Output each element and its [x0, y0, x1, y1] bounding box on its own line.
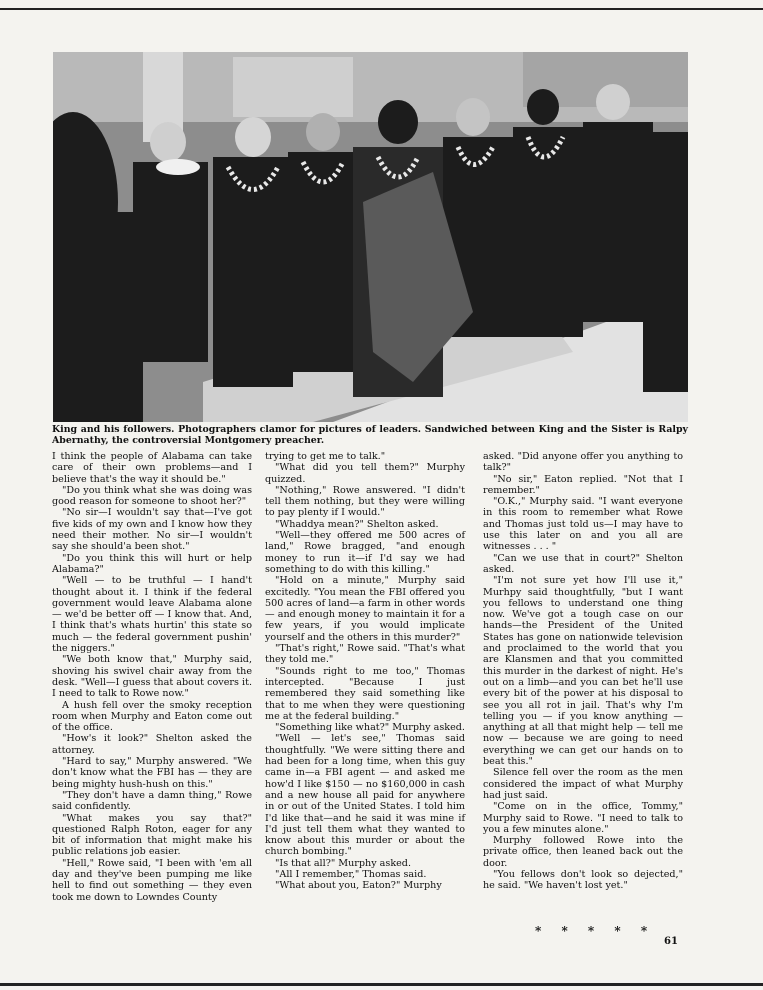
paragraph: "Hold on a minute," Murphy said excitedly. "You mean the FBI offered you 500 acres of land—a farm in other words — and enough money to maintain it for a few years, if you would implicate yourself and the others in this murder?": [265, 575, 465, 643]
top-rule: [0, 8, 763, 10]
paragraph: "All I remember," Thomas said.: [275, 868, 427, 880]
paragraph: I think the people of Alabama can take care of their own problems—and I believe that's the way it should be.": [52, 451, 252, 485]
paragraph: A hush fell over the smoky reception room when Murphy and Eaton come out of the office.: [52, 699, 252, 734]
paragraph: "We both know that," Murphy said, shoving his swivel chair away from the desk. "Well—I guess that about covers it. I need to talk to Rowe now.": [52, 654, 252, 700]
page-number: 61: [664, 936, 678, 947]
paragraph: "Come on in the office, Tommy," Murphy said to Rowe. "I need to talk to you a few minutes alone.": [483, 801, 683, 835]
paragraph: "You fellows don't look so dejected," he said. "We haven't lost yet.": [483, 868, 683, 892]
paragraph: "How's it look?" Shelton asked the attorney.: [52, 733, 252, 756]
paragraph: "Is that all?" Murphy asked.: [275, 857, 411, 869]
bottom-rule: [0, 983, 763, 986]
photo-illustration: [53, 52, 688, 422]
paragraph: "I'm not sure yet how I'll use it," Murhpy said thoughtfully, "but I want you fellows to understand one thing now. We've got a tough case on our hands—the President of the United States has gone on nationwide television and proclaimed to the world that you are Klansmen and that you committed this murder in the darkest of night. He's out on a limb—and you can bet he'll use every bit of the power at his disposal to see you all rot in jail. That's why I'm telling you — if you know anything — anything at all that might help — tell me now — because we are going to need everything we can get our hands on to beat this.": [483, 575, 683, 768]
photo-caption: King and his followers. Photographers clamor for pictures of leaders. Sandwiched between King and the Sister is Ralpy Abernathy, the controversial Montgomery preacher.: [52, 424, 688, 446]
paragraph: "Well — to be truthful — I hand't thought about it. I think if the federal government would leave Alabama alone — we'd be better off — I know that. And, I think that's whats hurtin' this state so much — the federal government pushin' the niggers.": [52, 575, 252, 655]
paragraph: Murphy followed Rowe into the private office, then leaned back out the door.: [483, 835, 683, 869]
article-end-mark: * * * * *: [535, 924, 656, 938]
paragraph: "What about you, Eaton?" Murphy: [275, 880, 442, 892]
paragraph: "No sir—I wouldn't say that—I've got five kids of my own and I know how they need their mother. No sir—I wouldn't say she should'a been shot.": [52, 507, 252, 553]
paragraph: "That's right," Rowe said. "That's what they told me.": [265, 643, 465, 666]
paragraph: "Whaddya mean?" Shelton asked.: [275, 518, 439, 530]
paragraph: "What makes you say that?" questioned Ralph Roton, eager for any bit of information that might make his public relations job easier.: [52, 812, 252, 858]
paragraph: "Hard to say," Murphy answered. "We don't know what the FBI has — they are being mighty hush-hush on this.": [52, 756, 252, 790]
paragraph: "Hell," Rowe said, "I been with 'em all day and they've been pumping me like hell to find out something — they even took me down to Lowndes County: [52, 857, 252, 903]
paragraph: "O.K.," Murphy said. "I want everyone in this room to remember what Rowe and Thomas just told us—I may have to use this later on and you all are witnesses . . . ": [483, 496, 683, 553]
paragraph: asked. "Did anyone offer you anything to talk?": [483, 451, 683, 474]
article-column-2: [265, 451, 465, 892]
paragraph: trying to get me to talk.": [265, 451, 386, 462]
article-column-1: [52, 451, 252, 903]
paragraph: "Nothing," Rowe answered. "I didn't tell them nothing, but they were willing to pay plenty if I would.": [265, 484, 465, 519]
article-column-3: [483, 451, 683, 892]
paragraph: "Something like what?" Murphy asked.: [275, 722, 465, 734]
paragraph: "What did you tell them?" Murphy quizzed.: [265, 462, 465, 485]
paragraph: "Well — let's see," Thomas said thoughtfully. "We were sitting there and had been for a long time, when this guy came in—a FBI agent — and asked me how'd I like $150 — no $160,000 in cash and a new house all paid for anywhere in or out of the United States. I told him I'd like that—and he said it was mine if I'd just tell them what they wanted to know about this murder or about the church bombing.": [265, 733, 465, 858]
news-photo: [53, 52, 688, 422]
paragraph: "No sir," Eaton replied. "Not that I remember.": [483, 473, 683, 496]
paragraph: "Do you think what she was doing was good reason for someone to shoot her?": [52, 484, 252, 508]
paragraph: Silence fell over the room as the men considered the impact of what Murphy had just said.: [483, 767, 683, 801]
paragraph: "Can we use that in court?" Shelton asked.: [483, 552, 683, 575]
paragraph: "Well—they offered me 500 acres of land," Rowe bragged, "and enough money to run it—if I'd say we had something to do with this killing.": [265, 530, 465, 575]
paragraph: "Sounds right to me too," Thomas intercepted. "Because I just remembered they said something like that to me when they were questioning me at the federal building.": [265, 665, 465, 722]
paragraph: "They don't have a damn thing," Rowe said confidently.: [52, 789, 252, 813]
paragraph: "Do you think this will hurt or help Alabama?": [52, 552, 252, 575]
